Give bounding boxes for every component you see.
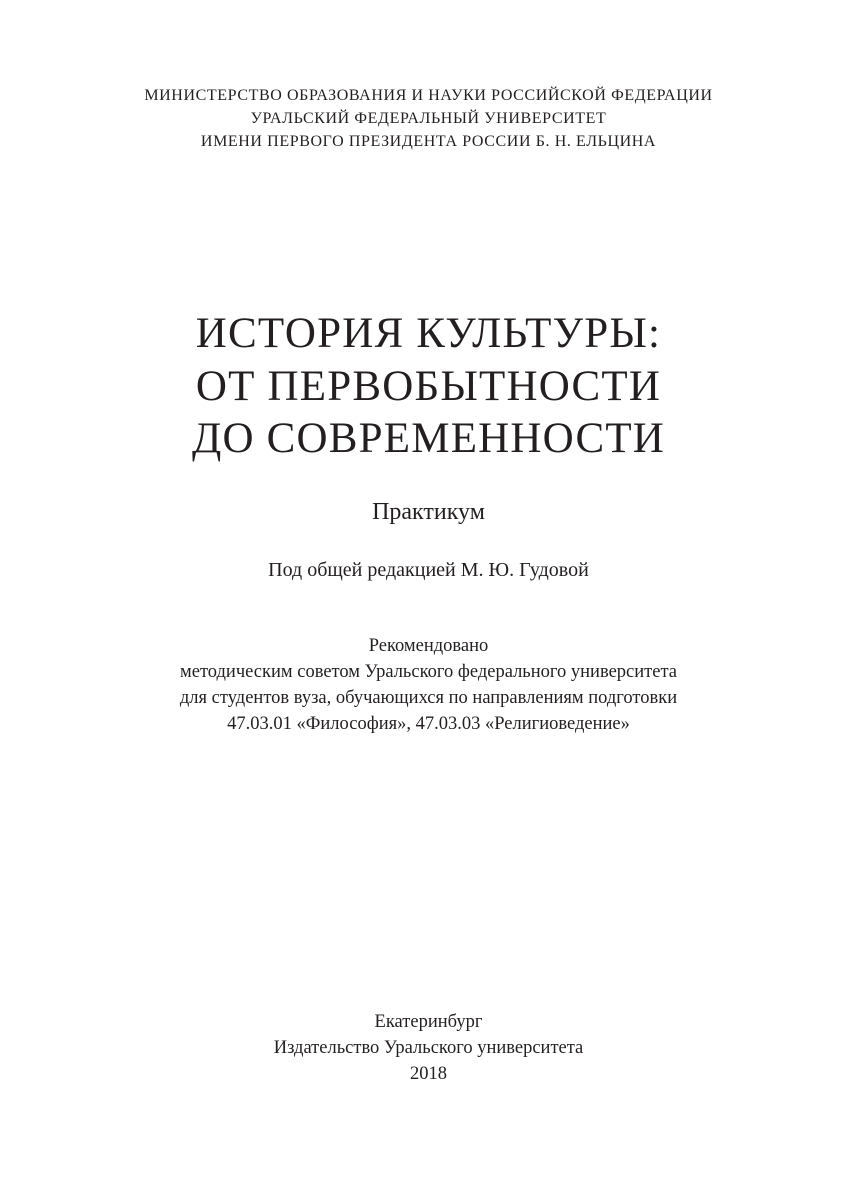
recommendation-line-2: методическим советом Уральского федерального университета [180,662,677,682]
recommendation-note [0,633,857,737]
imprint [0,1009,857,1087]
book-subtitle [0,496,857,528]
recommendation-line-3: для студентов вуза, обучающихся по направлениям подготовки [179,688,678,708]
imprint-year: 2018 [410,1064,447,1084]
imprint-publisher: Издательство Уральского университета [273,1038,584,1058]
university-line: УРАЛЬСКИЙ ФЕДЕРАЛЬНЫЙ УНИВЕРСИТЕТ [250,110,607,127]
ministry-line: МИНИСТЕРСТВО ОБРАЗОВАНИЯ И НАУКИ РОССИЙСКОЙ ФЕДЕРАЦИИ [144,87,713,104]
editor-text: Под общей редакцией М. Ю. Гудовой [268,559,589,581]
title-line-2: ОТ ПЕРВОБЫТНОСТИ [195,362,662,410]
recommendation-line-4: 47.03.01 «Философия», 47.03.03 «Религиоведение» [227,714,630,734]
book-title [0,308,857,466]
title-line-3: ДО СОВРЕМЕННОСТИ [191,415,666,462]
institution-header [0,84,857,153]
title-line-1: ИСТОРИЯ КУЛЬТУРЫ: [195,310,662,357]
university-name-line: ИМЕНИ ПЕРВОГО ПРЕЗИДЕНТА РОССИИ Б. Н. ЕЛЬЦИНА [200,133,657,150]
editor-credit [0,556,857,584]
subtitle-text: Практикум [372,499,485,525]
recommendation-line-1: Рекомендовано [368,636,489,656]
imprint-city: Екатеринбург [374,1012,483,1032]
